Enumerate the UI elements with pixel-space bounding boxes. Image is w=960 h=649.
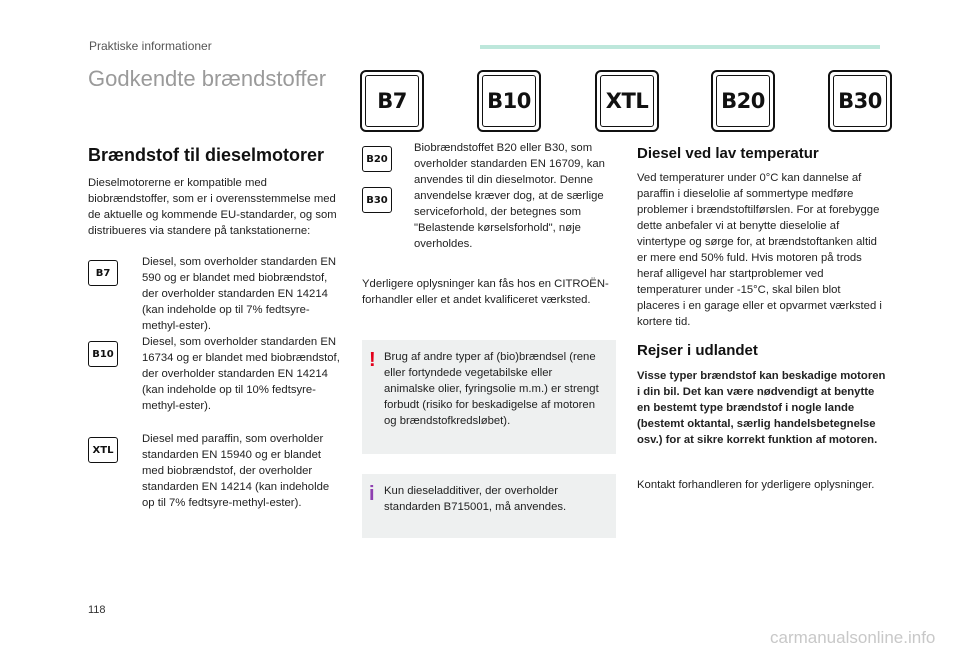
b30-icon: B30 — [362, 187, 392, 213]
fuel-badge-b10: B10 — [477, 70, 541, 132]
fuel-badge-xtl: XTL — [595, 70, 659, 132]
abroad-warning-text: Visse typer brændstof kan beskadige motoren i din bil. Det kan være nødvendigt at benytte en bestemt type brændstof i nogle lande (bestemt oktantal, særlig handelsbetegnelse osv.) for at sikre korrekt funktion af motoren. — [637, 370, 886, 446]
b20-icon: B20 — [362, 146, 392, 172]
watermark: carmanualsonline.info — [770, 628, 936, 647]
info-box — [362, 474, 616, 538]
diesel-fuel-heading: Brændstof til dieselmotorer — [88, 145, 325, 165]
abroad-heading: Rejser i udlandet — [637, 342, 758, 359]
page-title: Godkendte brændstoffer — [88, 66, 327, 91]
xtl-description: Diesel med paraffin, som overholder standarden EN 15940 og er blandet med biobrændstof, der overholder standarden EN 14214 (kan indeholde op til 7% fedtsyre-methyl-ester). — [142, 433, 330, 509]
b10-icon: B10 — [88, 341, 118, 367]
fuel-badge-row — [360, 70, 890, 134]
low-temp-heading: Diesel ved lav temperatur — [637, 145, 819, 162]
abroad-contact-text: Kontakt forhandleren for yderligere oplysninger. — [637, 479, 875, 491]
low-temp-text: Ved temperaturer under 0°C kan dannelse af paraffin i dieselolie af sommertype medføre problemer i brændstoftilførslen. For at forebygge dette anbefaler vi at benytte dieselolie af vintertype og sørge for, at brændstoftanken altid er mere end 50% fuld. Hvis motoren på trods heraf alligevel har startproblemer ved temperaturer under -15°C, skal bilen blot placeres i en garage eller et opvarmet værksted i kortere tid. — [637, 172, 882, 328]
more-info-text: Yderligere oplysninger kan fås hos en CITROËN-forhandler eller et andet kvalificeret værksted. — [362, 278, 609, 306]
fuel-badge-b7: B7 — [360, 70, 424, 132]
b7-icon: B7 — [88, 260, 118, 286]
b10-description: Diesel, som overholder standarden EN 16734 og er blandet med biobrændstof, der overholder standarden EN 14214 (kan indeholde op til 10% fedtsyre-methyl-ester). — [142, 336, 340, 412]
warning-box — [362, 340, 616, 454]
fuel-badge-b30: B30 — [828, 70, 892, 132]
b20-b30-description: Biobrændstoffet B20 eller B30, som overholder standarden EN 16709, kan anvendes til din dieselmotor. Denne anvendelse kræver dog, at de særlige serviceforhold, der betegnes som "Belastende kørselsforhold", nøje overholdes. — [414, 142, 605, 250]
info-text: Kun dieseladditiver, der overholder standarden B715001, må anvendes. — [384, 485, 567, 513]
header-rule — [480, 45, 880, 49]
b7-description: Diesel, som overholder standarden EN 590 og er blandet med biobrændstof, der overholder standarden EN 14214 (kan indeholde op til 7% fedtsyre-methyl-ester). — [142, 256, 337, 332]
xtl-icon: XTL — [88, 437, 118, 463]
warning-text: Brug af andre typer af (bio)brændsel (rene eller fortyndede vegetabilske eller animalske olier, fyringsolie m.m.) er strengt forbudt (risiko for beskadigelse af motoren og brændstofkredsløbet). — [384, 351, 599, 427]
section-label: Praktiske informationer — [89, 39, 212, 53]
diesel-intro-text: Dieselmotorerne er kompatible med biobrændstoffer, som er i overensstemmelse med de aktuelle og kommende EU-standarder, og som distribueres via standere på tankstationerne: — [88, 177, 337, 237]
page-number: 118 — [88, 604, 106, 616]
fuel-badge-b20: B20 — [711, 70, 775, 132]
info-icon: i — [369, 483, 375, 505]
warning-icon: ! — [369, 349, 376, 371]
